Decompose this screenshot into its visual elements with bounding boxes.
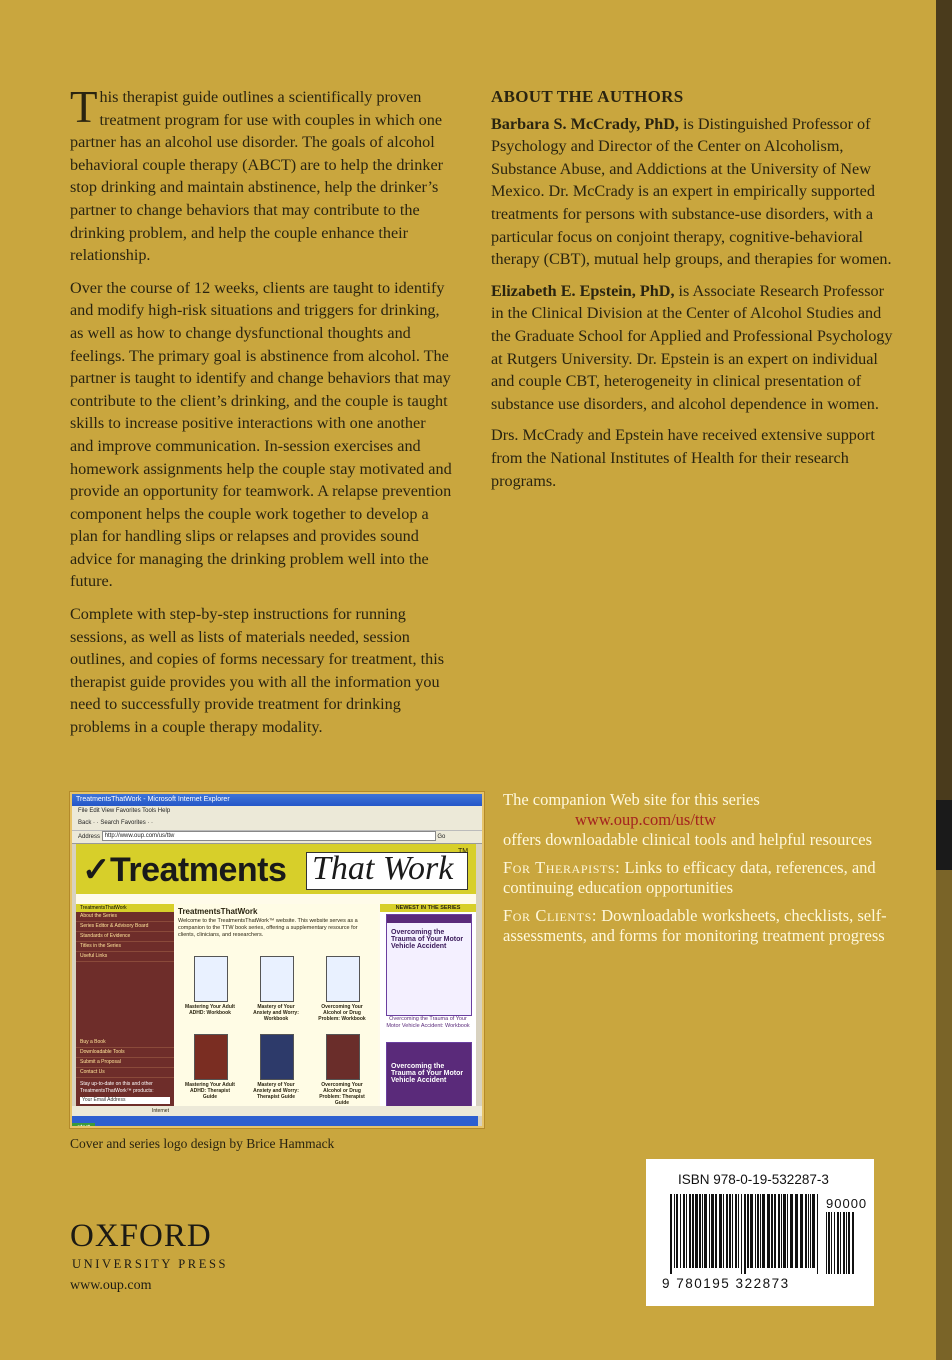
book-caption: Overcoming Your Alcohol or Drug Problem: Workbook xyxy=(318,1004,366,1022)
book-description xyxy=(70,82,452,749)
barcode-bar xyxy=(834,1212,835,1274)
spine-black-band xyxy=(936,800,952,870)
browser-status-bar: Internet xyxy=(72,1106,484,1116)
barcode-bar xyxy=(812,1194,815,1268)
barcode-bar xyxy=(680,1194,681,1268)
barcode-bar xyxy=(741,1194,742,1274)
publisher-logo: OXFORD xyxy=(70,1218,212,1254)
barcode-bar xyxy=(852,1212,854,1274)
email-field: Your Email Address xyxy=(80,1097,170,1104)
barcode-bar xyxy=(732,1194,733,1268)
for-therapists: For Therapists: Links to efficacy data, references, and continuing education opportunities xyxy=(503,858,876,897)
barcode-bar xyxy=(840,1212,841,1274)
authors-support: Drs. McCrady and Epstein have received extensive support from the National Institutes of Health for their research programs. xyxy=(491,426,875,490)
sidebar-item: About the Series xyxy=(76,912,174,922)
book-cover-thumbnail xyxy=(260,1034,294,1080)
barcode-bar xyxy=(848,1212,850,1274)
book-caption: Mastering Your Adult ADHD: Therapist Guide xyxy=(185,1082,235,1100)
author-1-name: Barbara S. McCrady, PhD, xyxy=(491,114,679,133)
intro-paragraph-2: Over the course of 12 weeks, clients are taught to identify and modify high-risk situations and triggers for drinking, as well as how to change dysfunctional thoughts and feelings. The primary goal is abstinence from alcohol. The partner is taught to identify and change behaviors that may contribute to the client’s drinking, and the couple is taught skills to increase positive interactions with one another and improve communication. In-session exercises and homework assignments help the couple stay motivated and provide an opportunity for teamwork. A relapse prevention component helps the couple work together to develop a plan for handling slips or relapses and provides sound advice for managing the drinking problem well into the future. xyxy=(70,278,452,591)
isbn-number: 9 780195 322873 xyxy=(662,1276,790,1291)
barcode-bar xyxy=(826,1212,827,1274)
book-caption: Mastery of Your Anxiety and Worry: Therapist Guide xyxy=(253,1082,299,1100)
for-therapists-label: For Therapists: xyxy=(503,858,621,877)
barcode-bar xyxy=(686,1194,687,1268)
barcode-bar xyxy=(689,1194,691,1268)
barcode-bar xyxy=(738,1194,739,1268)
barcode-bar xyxy=(783,1194,786,1268)
website-page xyxy=(76,844,476,1106)
book-caption: Overcoming Your Alcohol or Drug Problem: Therapist Guide xyxy=(319,1082,365,1106)
barcode-bar xyxy=(702,1194,703,1268)
book-caption: Mastering Your Adult ADHD: Workbook xyxy=(185,1004,235,1016)
barcode-bar xyxy=(755,1194,756,1268)
barcode-bar xyxy=(726,1194,728,1268)
ttw-logo-band xyxy=(76,844,476,894)
publisher-url: www.oup.com xyxy=(70,1278,152,1293)
ttw-logo-treatments: ✓Treatments xyxy=(82,851,287,889)
barcode-bar xyxy=(670,1194,672,1274)
main-title: TreatmentsThatWork xyxy=(178,907,258,916)
barcode-bar xyxy=(771,1194,773,1268)
barcode-bar xyxy=(704,1194,707,1268)
stay-updated-text: Stay up-to-date on this and other TreatmentsThatWork™ products: xyxy=(80,1081,154,1094)
barcode-bar xyxy=(711,1194,714,1268)
barcode-bar xyxy=(750,1194,753,1268)
barcode-bar xyxy=(808,1194,809,1268)
browser-menu-bar: File Edit View Favorites Tools Help xyxy=(72,806,482,816)
barcode-bar xyxy=(767,1194,770,1268)
main-welcome-text: Welcome to the TreatmentsThatWork™ website. This website serves as a companion to the TTW book series, offering a supplementary resource for clients, clinicians, and researchers. xyxy=(178,918,358,938)
intro-paragraph-1: This therapist guide outlines a scientifically proven treatment program for use with couples in which one partner has an alcohol use disorder. The goals of alcohol behavioral couple therapy (ABCT) are to help the drinker stop drinking and maintain abstinence, help the drinker’s partner to change behaviors that may contribute to the drinking problem, and help the couple enhance their relationship. xyxy=(70,82,444,265)
barcode-bar xyxy=(837,1212,839,1274)
barcode-bar xyxy=(715,1194,717,1268)
publisher-press: UNIVERSITY PRESS xyxy=(72,1257,229,1271)
barcode-bar xyxy=(757,1194,759,1268)
sidebar-item: Contact Us xyxy=(76,1068,174,1078)
sidebar-item: Series Editor & Advisory Board xyxy=(76,922,174,932)
barcode-bar xyxy=(723,1194,724,1268)
barcode-bar xyxy=(787,1194,788,1268)
sidebar-heading: TreatmentsThatWork xyxy=(76,904,174,912)
barcode-bar xyxy=(843,1212,845,1274)
new-workbook-cover: Overcoming the Trauma of Your Motor Vehicle Accident xyxy=(386,914,472,1016)
sidebar-item: Titles in the Series xyxy=(76,942,174,952)
sidebar-item: Submit a Proposal xyxy=(76,1058,174,1068)
isbn-barcode xyxy=(646,1159,874,1306)
spine-edge xyxy=(936,0,952,1360)
sidebar-item: Standards of Evidence xyxy=(76,932,174,942)
windows-taskbar xyxy=(72,1116,478,1126)
barcode-bar xyxy=(810,1194,811,1268)
companion-website-info xyxy=(503,790,903,954)
barcode-bar xyxy=(805,1194,807,1268)
for-clients-label: For Clients: xyxy=(503,906,598,925)
author-2-name: Elizabeth E. Epstein, PhD, xyxy=(491,281,675,300)
spine-dark-band xyxy=(936,0,952,800)
barcode-bar xyxy=(699,1194,701,1268)
barcode-bar xyxy=(692,1194,694,1268)
browser-address-bar: Address http://www.oup.com/us/ttw Go xyxy=(72,831,482,844)
site-main-content xyxy=(176,904,378,1106)
price-code: 90000 xyxy=(826,1196,868,1211)
barcode-bar xyxy=(817,1194,818,1274)
barcode-bar xyxy=(846,1212,847,1274)
companion-url: www.oup.com/us/ttw xyxy=(575,810,717,829)
for-clients: For Clients: Downloadable worksheets, checklists, self-assessments, and forms for monitoring treatment progress xyxy=(503,906,887,945)
book-caption: Mastery of Your Anxiety and Worry: Workbook xyxy=(253,1004,299,1022)
sidebar-item: Downloadable Tools xyxy=(76,1048,174,1058)
barcode-bar xyxy=(831,1212,832,1274)
author-1-bio: Barbara S. McCrady, PhD, is Distinguished Professor of Psychology and Director of the Center on Alcoholism, Substance Abuse, and Addictions at the University of New Mexico. Dr. McCrady is an expert in empirically supported treatments for persons with substance-use disorders, with a particular focus on conjoint therapy, cognitive-behavioral therapy (CBT), mutual help groups, and therapies for women. xyxy=(491,114,892,269)
new-workbook-caption: Overcoming the Trauma of Your Motor Vehicle Accident: Workbook xyxy=(386,1016,470,1029)
barcode-bar xyxy=(719,1194,722,1268)
barcode-bar xyxy=(676,1194,678,1268)
barcode-bar xyxy=(828,1212,830,1274)
author-2-bio: Elizabeth E. Epstein, PhD, is Associate Research Professor in the Clinical Division at the Center of Alcohol Studies and the Graduate School for Applied and Professional Psychology at Rutgers University. Dr. Epstein is an expert on individual and couple CBT, heterogeneity in clinical presentation of substance use disorders, and alcohol dependence in women. xyxy=(491,281,893,413)
barcode-bar xyxy=(695,1194,698,1268)
drop-cap: T xyxy=(70,82,98,132)
start-button: start xyxy=(72,1123,95,1128)
barcode-bar xyxy=(795,1194,798,1268)
book-cover-thumbnail xyxy=(326,956,360,1002)
barcode-bar xyxy=(774,1194,776,1268)
sidebar-item: Buy a Book xyxy=(76,1038,174,1048)
book-cover-thumbnail xyxy=(326,1034,360,1080)
intro-paragraph-3: Complete with step-by-step instructions for running sessions, as well as lists of materials needed, session outlines, and copies of forms necessary for treatment, this therapist guide provides you with all the information you need to successfully provide treatment for drinking problems in a couple therapy modality. xyxy=(70,605,445,737)
barcode-bar xyxy=(760,1194,761,1268)
sidebar-item: Useful Links xyxy=(76,952,174,962)
new-therapist-guide-cover: Overcoming the Trauma of Your Motor Vehicle Accident xyxy=(386,1042,472,1108)
barcode-bar xyxy=(744,1194,746,1274)
ttw-logo-that-work: That Work xyxy=(312,850,454,887)
barcode-bar xyxy=(729,1194,731,1268)
about-authors-heading: ABOUT THE AUTHORS xyxy=(491,87,684,106)
about-authors xyxy=(491,86,893,501)
barcode-bar xyxy=(781,1194,782,1268)
design-credit: Cover and series logo design by Brice Hammack xyxy=(70,1136,335,1151)
barcode-bar xyxy=(790,1194,793,1268)
book-cover-thumbnail xyxy=(260,956,294,1002)
site-sidebar xyxy=(76,904,174,1106)
isbn-text: ISBN 978-0-19-532287-3 xyxy=(678,1172,829,1187)
book-cover-thumbnail xyxy=(194,956,228,1002)
barcode-bars xyxy=(670,1194,854,1274)
browser-toolbar: Back · · Search Favorites · · xyxy=(72,816,482,831)
trademark-mark: TM xyxy=(458,848,469,855)
barcode-bar xyxy=(674,1194,675,1268)
barcode-bar xyxy=(778,1194,780,1268)
barcode-bar xyxy=(762,1194,765,1268)
barcode-bar xyxy=(800,1194,803,1268)
browser-title-bar: TreatmentsThatWork - Microsoft Internet Explorer xyxy=(72,794,482,806)
barcode-bar xyxy=(735,1194,737,1268)
address-field: http://www.oup.com/us/ttw xyxy=(102,831,436,841)
book-cover-thumbnail xyxy=(194,1034,228,1080)
website-screenshot xyxy=(70,792,484,1128)
barcode-bar xyxy=(683,1194,685,1268)
companion-intro: The companion Web site for this series www.oup.com/us/ttw offers downloadable clinical tools and helpful resources xyxy=(503,790,903,850)
go-button: Go xyxy=(437,834,446,840)
newest-in-series xyxy=(380,904,476,1106)
barcode-bar xyxy=(747,1194,749,1268)
barcode-bar xyxy=(709,1194,710,1268)
newest-heading: NEWEST IN THE SERIES xyxy=(380,904,476,912)
